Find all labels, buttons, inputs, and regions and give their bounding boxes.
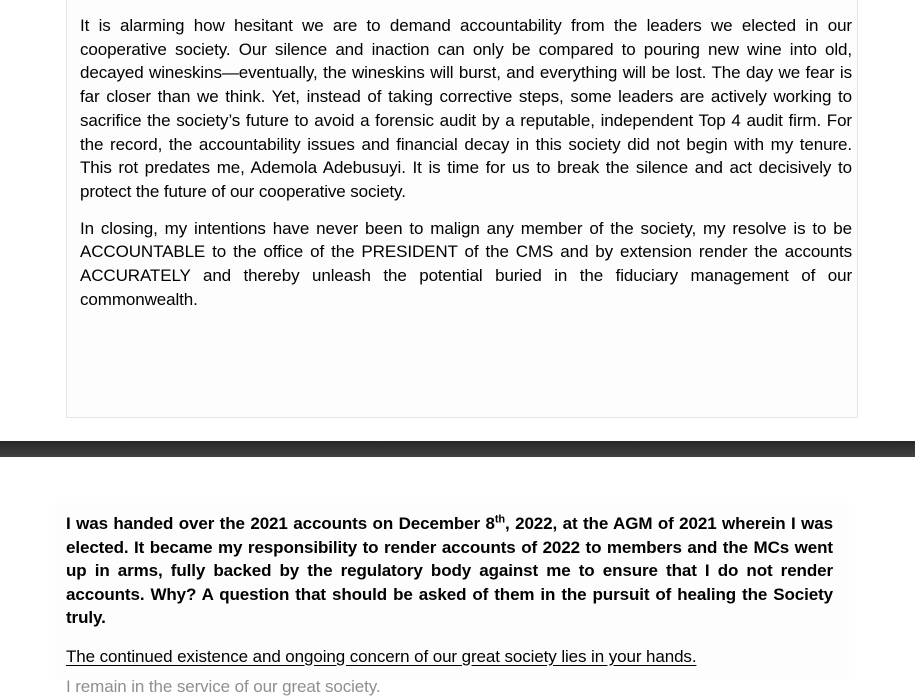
ordinal-superscript: th <box>494 513 505 526</box>
paragraph-accounts-handover <box>66 512 833 630</box>
underlined-closing-line: The continued existence and ongoing concern of our great society lies in your hands. <box>66 646 697 666</box>
page-break-divider <box>0 441 915 457</box>
paragraph-closing: In closing, my intentions have never been to malign any member of the society, my resolve is to be ACCOUNTABLE to the office of the PRESIDENT of the CMS and by extension render the accounts ACCURATELY and thereby unleash the potential buried in the fiduciary management of our commonwealth. <box>80 218 852 309</box>
paragraph-accountability: It is alarming how hesitant we are to demand accountability from the leaders we elected in our cooperative society. Our silence and inaction can only be compared to pouring new wine into old, decayed wineskins—eventually, the wineskins will burst, and everything will be lost. The day we fear is far closer than we think. Yet, instead of taking corrective steps, some leaders are actively working to sacrifice the society’s future to avoid a forensic audit by a reputable, independent Top 4 audit firm. For the record, the accountability issues and financial decay in this society did not begin with my tenure. This rot predates me, Ademola Adebusuyi. It is time for us to break the silence and act decisively to protect the future of our cooperative society. <box>80 16 852 201</box>
bold-text-after-superscript: , 2022, at the AGM of 2021 wherein I was elected. It became my responsibility to render accounts of 2022 to members and the MCs went up in arms, fully backed by the regulatory body against me to ensure that I do not render accounts. Why? A question that should be asked of them in the pursuit of healing the Society truly. <box>66 514 833 627</box>
clipped-partial-line: I remain in the service of our great society. <box>66 677 381 696</box>
bold-text-before-superscript: I was handed over the 2021 accounts on December 8 <box>66 514 495 533</box>
document-page-top <box>66 0 858 418</box>
document-page-bottom <box>55 503 849 696</box>
